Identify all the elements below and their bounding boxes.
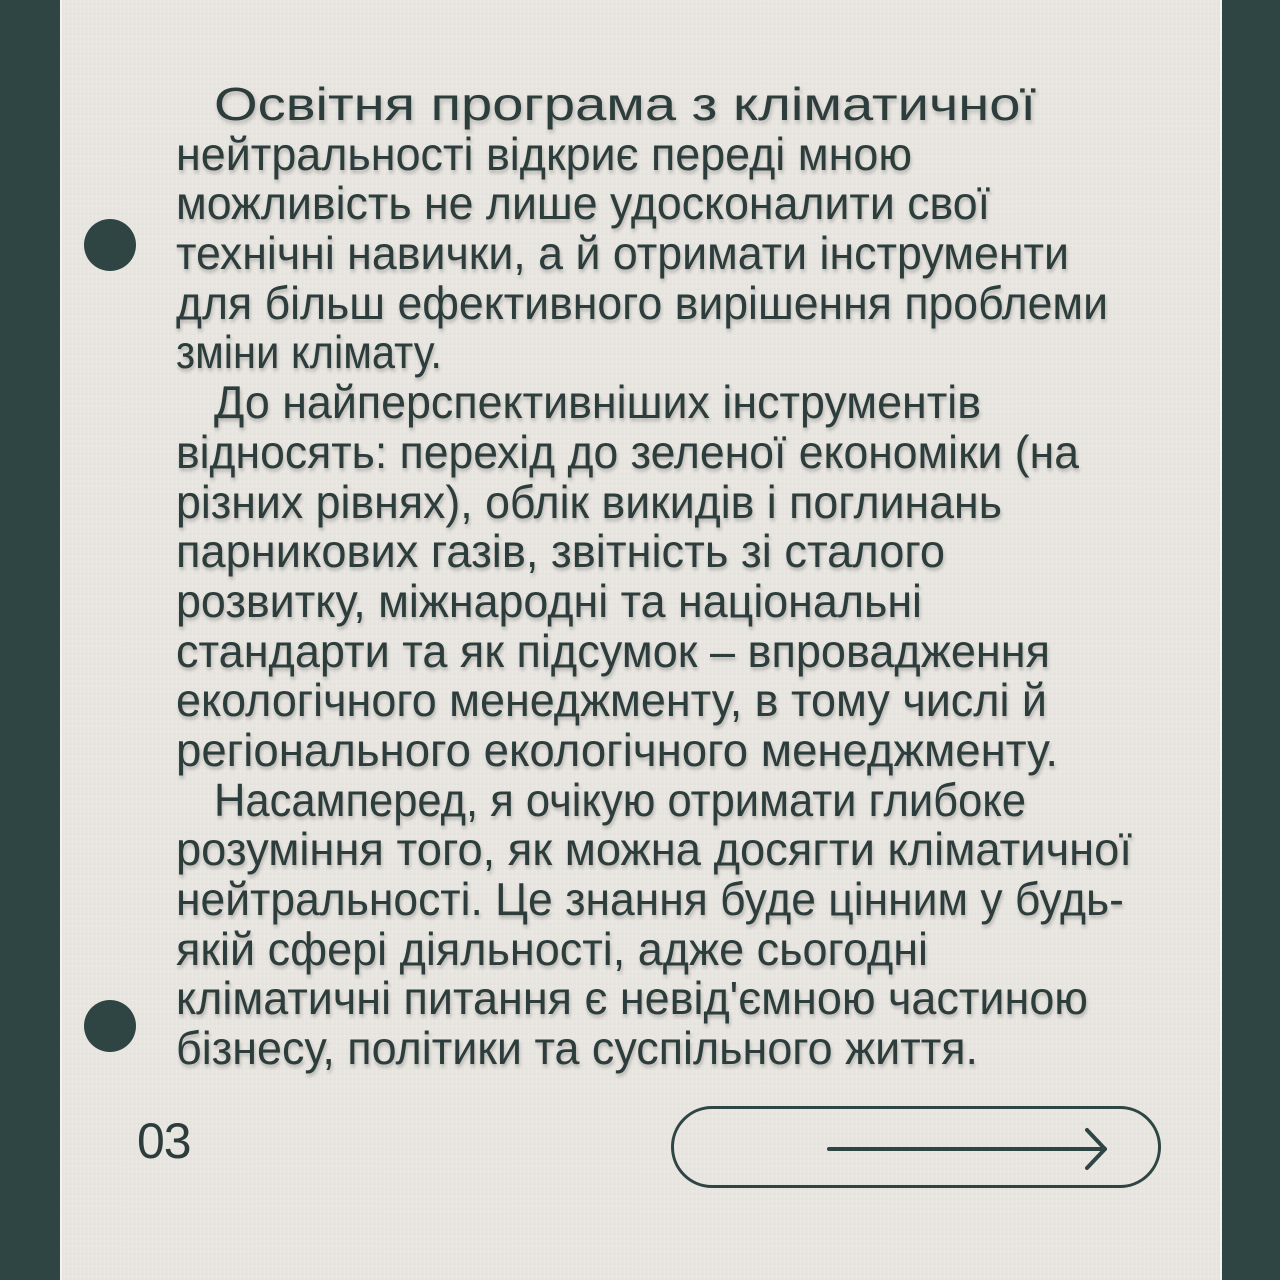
- text-line: екологічного менеджменту, в тому числі й: [176, 674, 1048, 727]
- text-line: До найперспективніших інструментів: [214, 376, 982, 429]
- text-line: Насамперед, я очікую отримати глибоке: [214, 773, 1027, 826]
- text-line: нейтральності відкриє переді мною: [176, 127, 912, 180]
- text-line: розуміння того, як можна досягти кліматичної: [176, 823, 1132, 876]
- text-line: кліматичні питання є невід'ємною частиною: [176, 972, 1089, 1025]
- text-line: розвитку, міжнародні та національні: [176, 574, 923, 627]
- binder-hole-bottom: [84, 1000, 136, 1052]
- binder-hole-top: [84, 219, 136, 271]
- text-line: зміни клімату.: [176, 326, 443, 379]
- page-number: 03: [137, 1113, 191, 1169]
- arrow-right-icon: [674, 1109, 1158, 1185]
- text-line: відносять: перехід до зеленої економіки (на: [176, 425, 1079, 478]
- text-line: для більш ефективного вирішення проблеми: [176, 276, 1109, 329]
- text-line: Освітня програма з кліматичної: [214, 78, 1036, 130]
- text-line: регіонального екологічного менеджменту.: [176, 723, 1059, 776]
- text-line: якій сфері діяльності, адже сьогодні: [176, 922, 929, 975]
- text-line: можливість не лише удосконалити свої: [176, 177, 991, 230]
- text-line: бізнесу, політики та суспільного життя.: [176, 1022, 979, 1075]
- text-line: нейтральності. Це знання буде цінним у будь-: [176, 873, 1124, 925]
- text-line: стандарти та як підсумок – впровадження: [176, 624, 1051, 677]
- text-line: парникових газів, звітність зі сталого: [176, 525, 946, 578]
- next-slide-button[interactable]: [671, 1106, 1161, 1188]
- body-text: [176, 80, 1158, 1074]
- text-line: різних рівнях), облік викидів і поглинань: [176, 475, 1003, 528]
- text-line: технічні навички, а й отримати інструменти: [176, 227, 1069, 280]
